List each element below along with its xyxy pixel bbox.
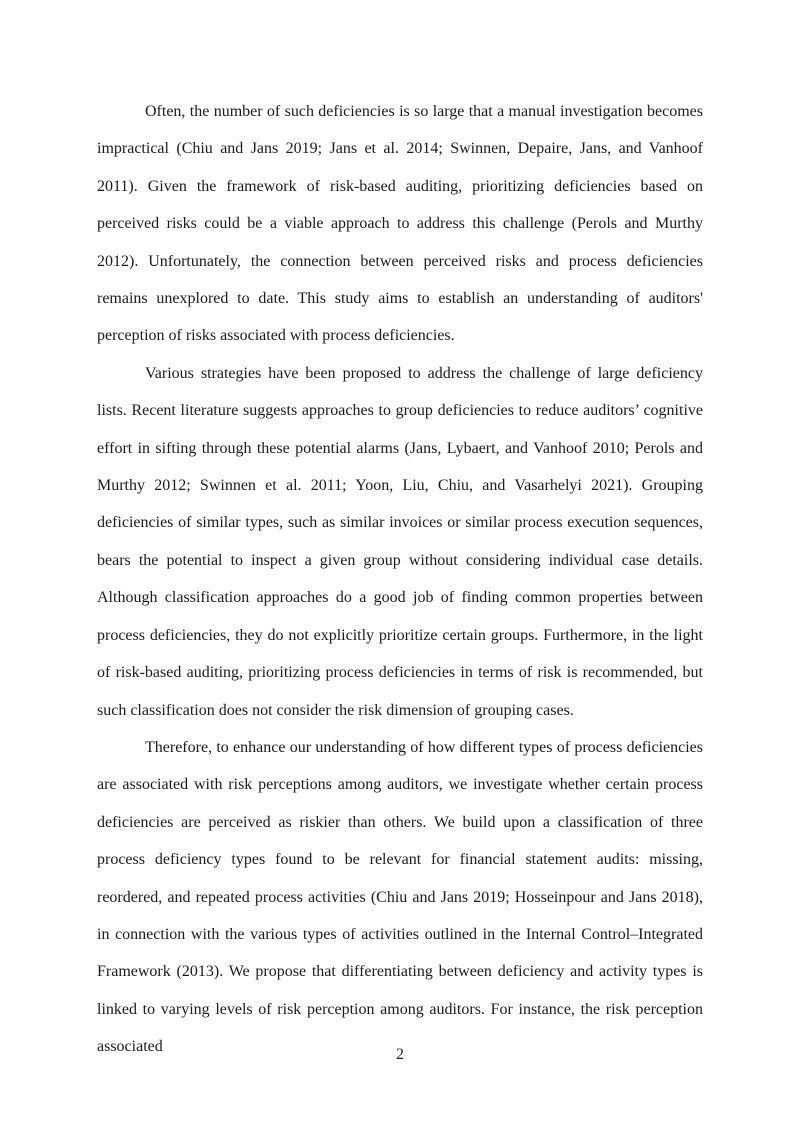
page-number: 2 (396, 1046, 404, 1063)
paragraph-2: Various strategies have been proposed to address the challenge of large deficiency lists. Recent literature suggests approaches to group deficiencies to reduce auditors’ cognitive effort in sifting through these potential alarms (Jans, Lybaert, and Vanhoof 2010; Perols and Murthy 2012; Swinnen et al. 2011; Yoon, Liu, Chiu, and Vasarhelyi 2021). Grouping deficiencies of similar types, such as similar invoices or similar process execution sequences, bears the potential to inspect a given group without considering individual case details. Although classification approaches do a good job of finding common properties between process deficiencies, they do not explicitly prioritize certain groups. Furthermore, in the light of risk-based auditing, prioritizing process deficiencies in terms of risk is recommended, but such classification does not consider the risk dimension of grouping cases. (97, 364, 703, 719)
body-text (97, 93, 703, 1066)
paragraph-1: Often, the number of such deficiencies is so large that a manual investigation becomes impractical (Chiu and Jans 2019; Jans et al. 2014; Swinnen, Depaire, Jans, and Vanhoof 2011). Given the framework of risk-based auditing, prioritizing deficiencies based on perceived risks could be a viable approach to address this challenge (Perols and Murthy 2012). Unfortunately, the connection between perceived risks and process deficiencies remains unexplored to date. This study aims to establish an understanding of auditors' perception of risks associated with process deficiencies. (97, 103, 703, 345)
paragraph-3: Therefore, to enhance our understanding of how different types of process deficiencies are associated with risk perceptions among auditors, we investigate whether certain process deficiencies are perceived as riskier than others. We build upon a classification of three process deficiency types found to be relevant for financial statement audits: missing, reordered, and repeated process activities (Chiu and Jans 2019; Hosseinpour and Jans 2018), in connection with the various types of activities outlined in the Internal Control–Integrated Framework (2013). We propose that differentiating between deficiency and activity types is linked to varying levels of risk perception among auditors. For instance, the risk perception associated (97, 738, 703, 1056)
